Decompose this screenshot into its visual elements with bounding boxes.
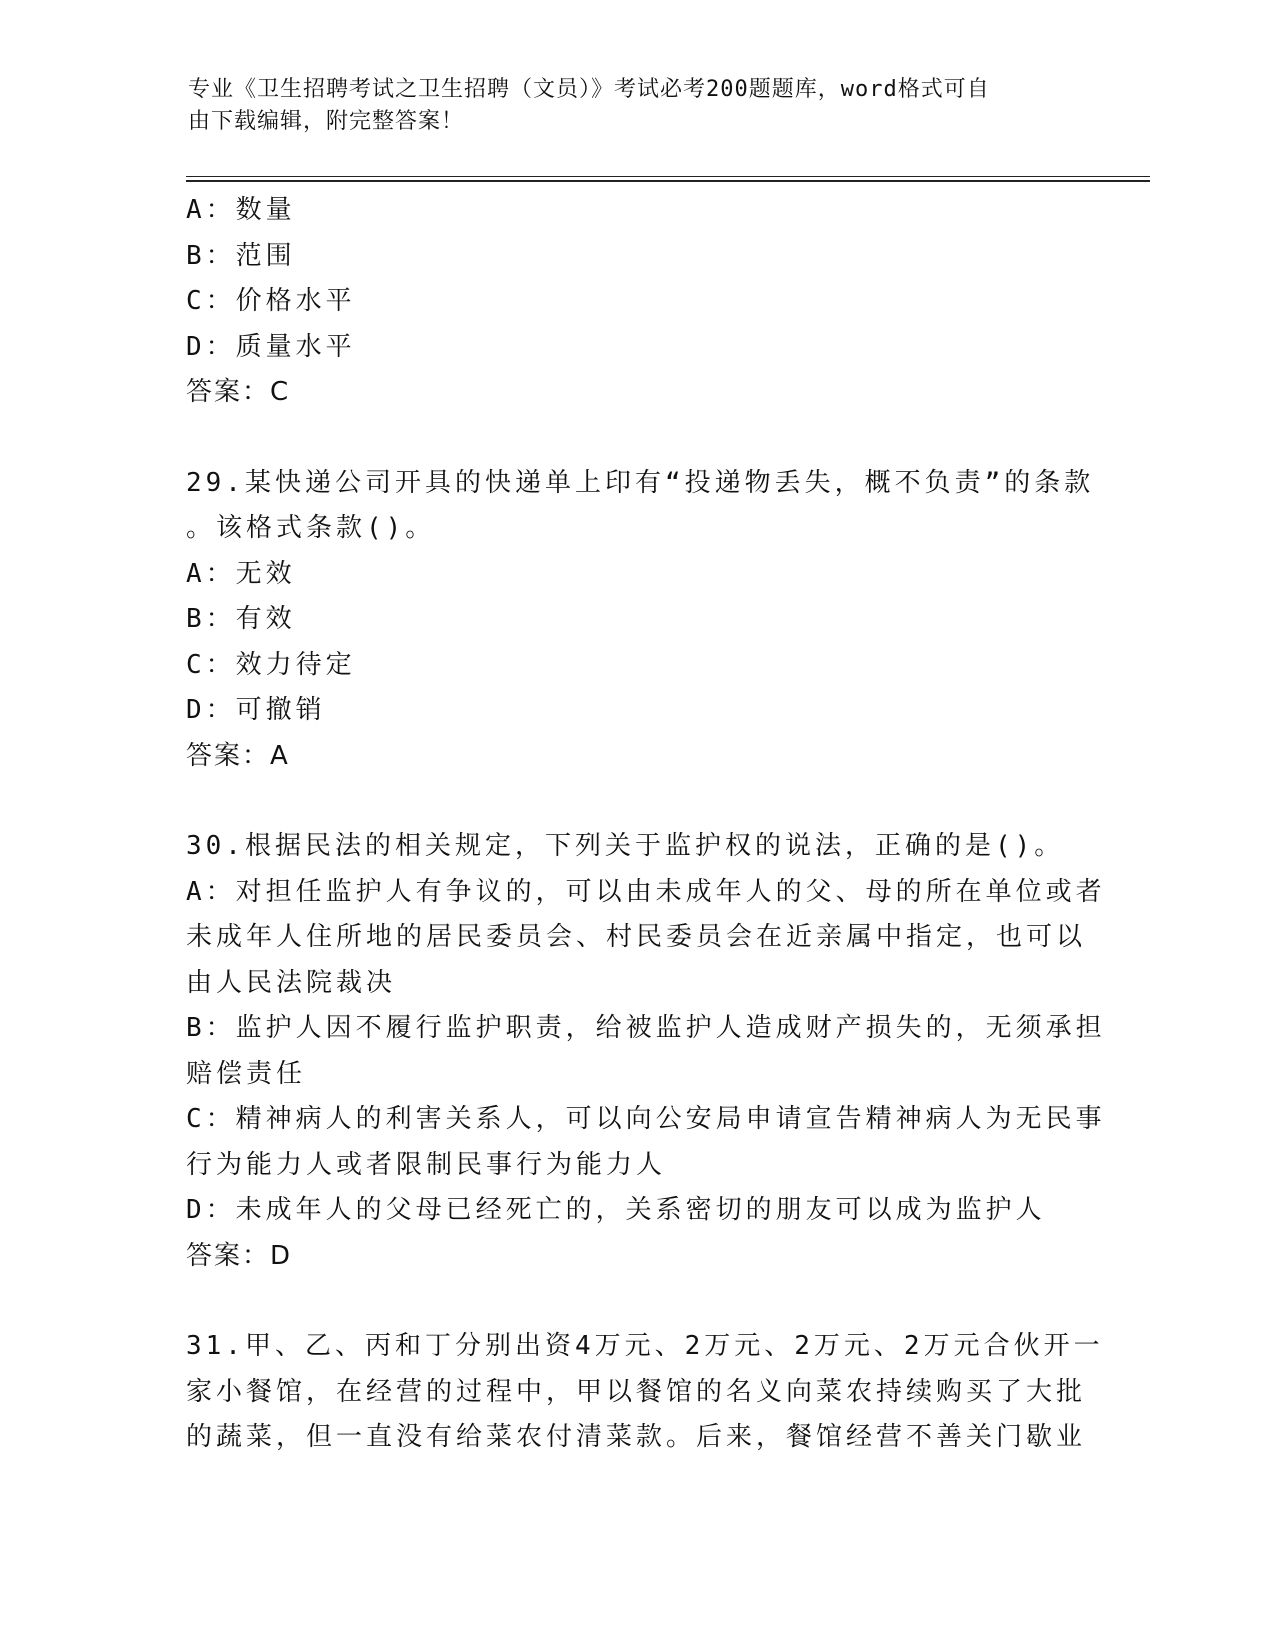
- question-31-block: [186, 1324, 1104, 1461]
- q30-option-a-line-2: 未成年人住所地的居民委员会、村民委员会在近亲属中指定，也可以: [186, 922, 1087, 952]
- header-divider-thin: [186, 176, 1150, 177]
- q29-option-d: D：可撤销: [186, 695, 326, 725]
- q31-stem-line-2: 家小餐馆，在经营的过程中，甲以餐馆的名义向菜农持续购买了大批: [186, 1376, 1087, 1407]
- q30-option-c-line-2: 行为能力人或者限制民事行为能力人: [186, 1149, 667, 1180]
- question-29-block: [186, 461, 1095, 780]
- q29-option-a: A：无效: [186, 558, 296, 589]
- q30-answer: 答案：D: [186, 1240, 293, 1271]
- q30-option-b-line-1: B：监护人因不履行监护职责，给被监护人造成财产损失的，无须承担: [186, 1013, 1106, 1043]
- document-header: [188, 74, 1068, 138]
- q30-option-c-line-1: C：精神病人的利害关系人，可以向公安局申请宣告精神病人为无民事: [186, 1104, 1106, 1134]
- q28-option-c: C：价格水平: [186, 286, 356, 316]
- q28-option-a: A：数量: [186, 195, 296, 225]
- spacer: [186, 779, 1086, 824]
- question-30-block: [186, 824, 1106, 1279]
- header-title-line-2: 由下载编辑，附完整答案！: [188, 109, 465, 134]
- question-list: [186, 188, 1106, 1461]
- q29-stem-line-1: 29.某快递公司开具的快递单上印有“投递物丢失，概不负责”的条款: [186, 467, 1095, 498]
- q31-stem-line-1: 31.甲、乙、丙和丁分别出资4万元、2万元、2万元、2万元合伙开一: [186, 1331, 1104, 1361]
- header-title-line-1: 专业《卫生招聘考试之卫生招聘（文员）》考试必考200题题库，word格式可自: [188, 77, 990, 102]
- q29-option-b: B：有效: [186, 604, 296, 634]
- header-divider-thick: [186, 180, 1150, 182]
- question-28-block: [186, 188, 1086, 416]
- q29-answer: 答案：A: [186, 740, 290, 771]
- q30-option-a-line-3: 由人民法院裁决: [186, 967, 397, 998]
- q29-stem-line-2: 。该格式条款()。: [186, 513, 436, 543]
- q28-option-d: D：质量水平: [186, 331, 356, 362]
- q30-option-a-line-1: A：对担任监护人有争议的，可以由未成年人的父、母的所在单位或者: [186, 876, 1106, 907]
- q30-option-d-line-1: D：未成年人的父母已经死亡的，关系密切的朋友可以成为监护人: [186, 1195, 1046, 1225]
- spacer: [186, 416, 1086, 461]
- q31-stem-line-3: 的蔬菜，但一直没有给菜农付清菜款。后来，餐馆经营不善关门歇业: [186, 1422, 1087, 1452]
- spacer: [186, 1279, 1086, 1324]
- q29-option-c: C：效力待定: [186, 649, 356, 680]
- q30-stem-line-1: 30.根据民法的相关规定，下列关于监护权的说法，正确的是()。: [186, 831, 1065, 861]
- q30-option-b-line-2: 赔偿责任: [186, 1058, 307, 1089]
- q28-answer: 答案：C: [186, 377, 291, 407]
- q28-option-b: B：范围: [186, 240, 296, 271]
